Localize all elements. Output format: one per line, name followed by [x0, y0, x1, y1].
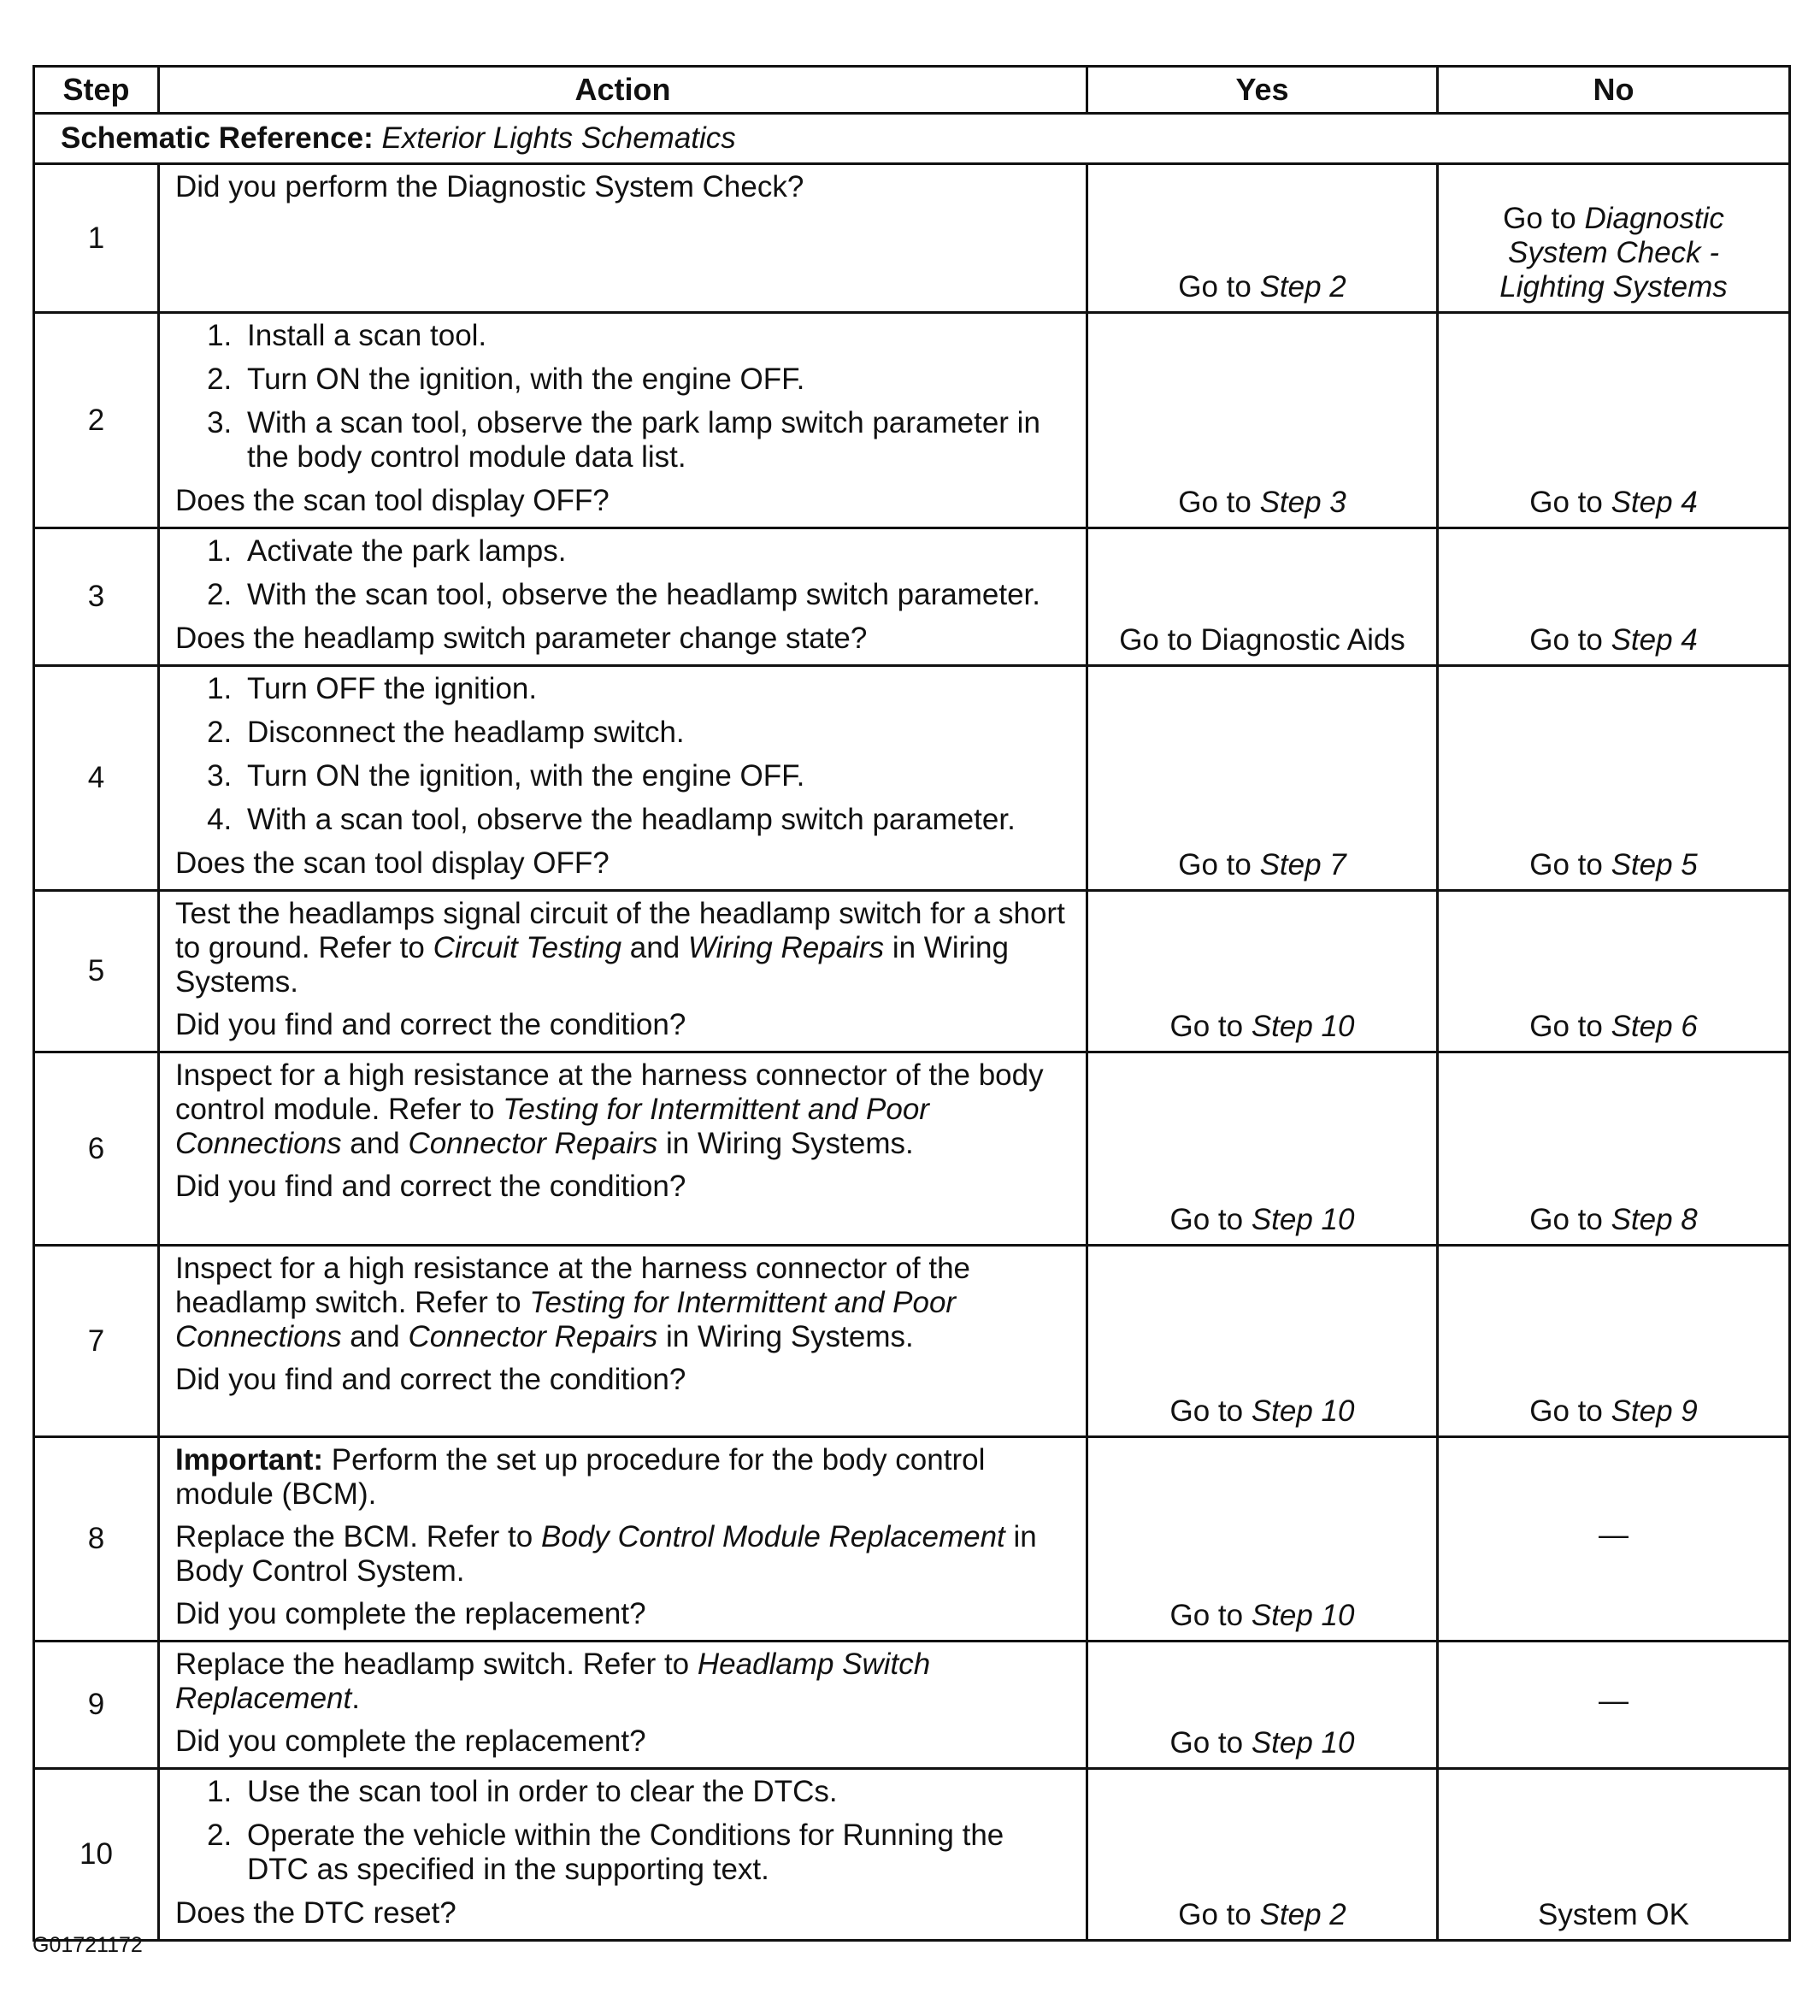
- substep-list: [175, 1775, 1070, 1887]
- yes-prefix: Go to: [1169, 1599, 1252, 1632]
- action-text: [175, 1252, 1070, 1354]
- substep: 2. Turn ON the ignition, with the engine OFF.: [240, 363, 1070, 397]
- action-question: Does the scan tool display OFF?: [175, 484, 610, 517]
- action-cell: [159, 891, 1087, 1052]
- no-prefix: Go to: [1529, 848, 1611, 881]
- no-target[interactable]: Step 9: [1611, 1394, 1698, 1428]
- yes-cell: [1087, 1769, 1438, 1941]
- action-cell: [159, 1052, 1087, 1246]
- step-number: 9: [34, 1642, 159, 1769]
- yes-cell: [1087, 1246, 1438, 1437]
- yes-prefix: Go to: [1169, 1394, 1252, 1428]
- text-run: in Wiring Systems.: [657, 1127, 914, 1160]
- yes-prefix: Go to: [1169, 1203, 1252, 1236]
- action-cell: [159, 666, 1087, 891]
- no-dash: —: [1599, 1684, 1629, 1718]
- action-question: Does the headlamp switch parameter change state?: [175, 622, 868, 655]
- table-row: [34, 666, 1790, 891]
- substep: 2. Operate the vehicle within the Conditions for Running the DTC as specified in the supporting text.: [240, 1819, 1070, 1887]
- no-cell: [1438, 1769, 1790, 1941]
- no-target[interactable]: Step 4: [1611, 623, 1698, 657]
- no-dash: —: [1599, 1518, 1629, 1552]
- text-run: Replace the headlamp switch. Refer to: [175, 1648, 698, 1681]
- substep: 3. With a scan tool, observe the park lamp switch parameter in the body control module data list.: [240, 406, 1070, 475]
- schematic-reference: [34, 114, 1790, 164]
- no-cell: [1438, 1052, 1790, 1246]
- no-prefix: Go to: [1503, 202, 1585, 235]
- substep: 1. Turn OFF the ignition.: [240, 672, 1070, 706]
- action-question: Did you complete the replacement?: [175, 1724, 646, 1758]
- action-cell: [159, 1769, 1087, 1941]
- text-run: Replace the BCM. Refer to: [175, 1520, 541, 1553]
- yes-prefix: Go to: [1178, 486, 1260, 519]
- header-no: No: [1438, 67, 1790, 114]
- action-question: Did you find and correct the condition?: [175, 1170, 686, 1203]
- reference-link[interactable]: Testing for Intermittent and Poor Connections: [175, 1093, 929, 1160]
- action-cell: [159, 528, 1087, 666]
- header-row: [34, 67, 1790, 114]
- reference-link[interactable]: Connector Repairs: [408, 1320, 658, 1353]
- no-target[interactable]: Step 6: [1611, 1010, 1698, 1043]
- schematic-link[interactable]: Exterior Lights Schematics: [381, 121, 736, 155]
- step-number: 3: [34, 528, 159, 666]
- reference-link[interactable]: Wiring Repairs: [687, 931, 885, 964]
- substep-list: [175, 319, 1070, 475]
- no-target[interactable]: Step 5: [1611, 848, 1698, 881]
- yes-target[interactable]: Step 7: [1259, 848, 1346, 881]
- text-run: Inspect for a high resistance at the harness connector of the headlamp switch. Refer to: [175, 1252, 970, 1319]
- step-number: 8: [34, 1437, 159, 1642]
- action-text: [175, 897, 1070, 999]
- no-cell: [1438, 1437, 1790, 1642]
- yes-prefix: Go to: [1169, 1726, 1252, 1760]
- yes-target[interactable]: Step 10: [1251, 1203, 1355, 1236]
- header-step: Step: [34, 67, 159, 114]
- text-run: .: [351, 1682, 360, 1715]
- no-cell: [1438, 1642, 1790, 1769]
- no-target[interactable]: Step 8: [1611, 1203, 1698, 1236]
- no-prefix: Go to: [1529, 1394, 1611, 1428]
- step-number: 1: [34, 164, 159, 313]
- step-number: 6: [34, 1052, 159, 1246]
- action-cell: [159, 313, 1087, 528]
- no-target[interactable]: Step 4: [1611, 486, 1698, 519]
- text-run: in Body Control System.: [175, 1520, 1037, 1588]
- reference-link[interactable]: Testing for Intermittent and Poor Connections: [175, 1286, 957, 1353]
- yes-target[interactable]: Step 2: [1259, 270, 1346, 304]
- text-run: and: [341, 1320, 409, 1353]
- substep: 4. With a scan tool, observe the headlamp switch parameter.: [240, 803, 1070, 837]
- yes-target[interactable]: Step 10: [1251, 1010, 1355, 1043]
- header-action: Action: [159, 67, 1087, 114]
- table-row: [34, 313, 1790, 528]
- reference-link[interactable]: Headlamp Switch Replacement: [175, 1648, 931, 1715]
- substep: 1. Activate the park lamps.: [240, 534, 1070, 569]
- text-run: in Wiring Systems.: [175, 931, 1009, 999]
- schematic-row: [34, 114, 1790, 164]
- substep-list: [175, 534, 1070, 612]
- text-run: Test the headlamps signal circuit of the headlamp switch for a short to ground. Refer to: [175, 897, 1065, 964]
- yes-prefix: Go to: [1178, 270, 1260, 304]
- action-text: [175, 1520, 1070, 1589]
- yes-cell: [1087, 891, 1438, 1052]
- yes-target[interactable]: Step 10: [1251, 1394, 1355, 1428]
- reference-link[interactable]: Circuit Testing: [433, 931, 622, 964]
- text-run: and: [621, 931, 688, 964]
- table-row: [34, 1769, 1790, 1941]
- step-number: 4: [34, 666, 159, 891]
- important-text: Perform the set up procedure for the body control module (BCM).: [175, 1443, 986, 1511]
- substep: 1. Use the scan tool in order to clear the DTCs.: [240, 1775, 1070, 1809]
- schematic-label: Schematic Reference:: [61, 121, 374, 155]
- substep: 2. Disconnect the headlamp switch.: [240, 716, 1070, 750]
- yes-cell: [1087, 313, 1438, 528]
- no-cell: [1438, 313, 1790, 528]
- action-cell: [159, 1246, 1087, 1437]
- table-row: [34, 1437, 1790, 1642]
- important-note: [175, 1443, 1070, 1512]
- action-text: [175, 1058, 1070, 1161]
- yes-target[interactable]: Step 2: [1259, 1898, 1346, 1931]
- text-run: and: [341, 1127, 409, 1160]
- step-number: 10: [34, 1769, 159, 1941]
- yes-cell: [1087, 164, 1438, 313]
- action-question: Does the DTC reset?: [175, 1896, 456, 1930]
- diagnostic-table: [32, 65, 1791, 1942]
- text-run: in Wiring Systems.: [657, 1320, 914, 1353]
- no-target-line[interactable]: Diagnostic: [1584, 202, 1724, 235]
- yes-cell: [1087, 1437, 1438, 1642]
- no-cell: [1438, 528, 1790, 666]
- yes-prefix: Go to: [1178, 1898, 1260, 1931]
- no-cell: [1438, 891, 1790, 1052]
- text-run: Inspect for a high resistance at the harness connector of the body control module. Refer to: [175, 1058, 1044, 1126]
- no-target-line[interactable]: Lighting Systems: [1499, 270, 1728, 304]
- no-target-line[interactable]: System Check -: [1508, 236, 1719, 269]
- reference-link[interactable]: Connector Repairs: [408, 1127, 658, 1160]
- action-question: Did you perform the Diagnostic System Check?: [175, 170, 804, 203]
- no-system-ok: System OK: [1538, 1898, 1689, 1931]
- yes-target[interactable]: Step 3: [1259, 486, 1346, 519]
- table-row: [34, 1246, 1790, 1437]
- table-row: [34, 164, 1790, 313]
- yes-cell: [1087, 666, 1438, 891]
- action-question: Does the scan tool display OFF?: [175, 846, 610, 880]
- no-cell: [1438, 1246, 1790, 1437]
- substep: 3. Turn ON the ignition, with the engine OFF.: [240, 759, 1070, 793]
- step-number: 2: [34, 313, 159, 528]
- yes-prefix: Go to: [1169, 1010, 1252, 1043]
- figure-id: G01721172: [32, 1933, 143, 1957]
- yes-diagnostic-aids[interactable]: Go to Diagnostic Aids: [1119, 623, 1405, 657]
- no-prefix: Go to: [1529, 1203, 1611, 1236]
- action-cell: [159, 1642, 1087, 1769]
- action-cell: [159, 1437, 1087, 1642]
- action-text: [175, 1648, 1070, 1716]
- action-cell: [159, 164, 1087, 313]
- reference-link[interactable]: Body Control Module Replacement: [540, 1520, 1005, 1553]
- yes-prefix: Go to: [1178, 848, 1260, 881]
- no-prefix: Go to: [1529, 1010, 1611, 1043]
- action-question: Did you find and correct the condition?: [175, 1363, 686, 1396]
- no-cell: [1438, 666, 1790, 891]
- yes-cell: [1087, 528, 1438, 666]
- table-row: [34, 1052, 1790, 1246]
- yes-cell: [1087, 1642, 1438, 1769]
- substep-list: [175, 672, 1070, 837]
- substep: 2. With the scan tool, observe the headlamp switch parameter.: [240, 578, 1070, 612]
- table-row: [34, 1642, 1790, 1769]
- yes-target[interactable]: Step 10: [1251, 1599, 1355, 1632]
- important-label: Important:: [175, 1443, 324, 1477]
- substep: 1. Install a scan tool.: [240, 319, 1070, 353]
- action-question: Did you find and correct the condition?: [175, 1008, 686, 1041]
- action-question: Did you complete the replacement?: [175, 1597, 646, 1630]
- step-number: 7: [34, 1246, 159, 1437]
- no-prefix: Go to: [1529, 486, 1611, 519]
- header-yes: Yes: [1087, 67, 1438, 114]
- table-row: [34, 528, 1790, 666]
- yes-cell: [1087, 1052, 1438, 1246]
- table-row: [34, 891, 1790, 1052]
- no-prefix: Go to: [1529, 623, 1611, 657]
- step-number: 5: [34, 891, 159, 1052]
- no-cell: [1438, 164, 1790, 313]
- yes-target[interactable]: Step 10: [1251, 1726, 1355, 1760]
